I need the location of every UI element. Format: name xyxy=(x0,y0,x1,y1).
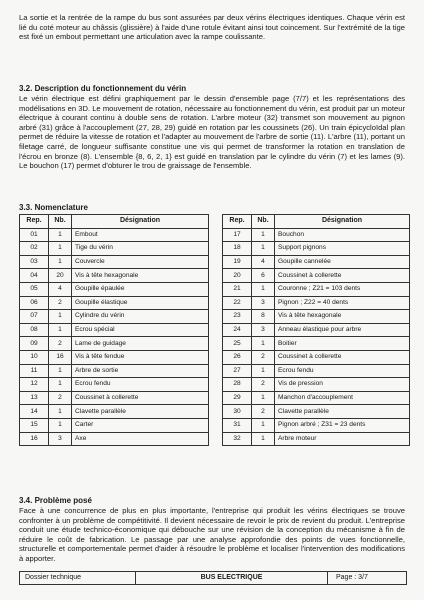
table-header-row xyxy=(223,215,410,229)
row-nb: 1 xyxy=(252,228,275,242)
row-nb: 4 xyxy=(49,282,72,296)
row-nb: 1 xyxy=(49,405,72,419)
table-row xyxy=(223,323,410,337)
row-designation: Boitier xyxy=(275,337,410,351)
row-nb: 2 xyxy=(49,296,72,310)
table-row xyxy=(20,228,209,242)
row-nb: 3 xyxy=(49,432,72,446)
table-row xyxy=(223,310,410,324)
row-nb: 1 xyxy=(252,391,275,405)
row-designation: Goupille épaulée xyxy=(72,282,209,296)
table-row xyxy=(20,418,209,432)
row-rep: 01 xyxy=(20,228,49,242)
row-designation: Arbre de sortie xyxy=(72,364,209,378)
row-rep: 24 xyxy=(223,323,252,337)
table-row xyxy=(20,269,209,283)
col-designation-header: Désignation xyxy=(72,215,209,229)
row-nb: 16 xyxy=(49,350,72,364)
row-nb: 2 xyxy=(252,378,275,392)
row-rep: 19 xyxy=(223,255,252,269)
row-designation: Coussinet à collerette xyxy=(72,391,209,405)
row-designation: Lame de guidage xyxy=(72,337,209,351)
row-rep: 08 xyxy=(20,323,49,337)
row-rep: 30 xyxy=(223,405,252,419)
row-nb: 1 xyxy=(49,228,72,242)
row-designation: Coussinet à collerette xyxy=(275,269,410,283)
row-rep: 12 xyxy=(20,378,49,392)
table-row xyxy=(223,364,410,378)
row-rep: 09 xyxy=(20,337,49,351)
row-designation: Clavette parallèle xyxy=(275,405,410,419)
row-designation: Couvercle xyxy=(72,255,209,269)
row-rep: 10 xyxy=(20,350,49,364)
table-row xyxy=(223,255,410,269)
row-nb: 4 xyxy=(252,255,275,269)
table-row xyxy=(20,310,209,324)
row-rep: 13 xyxy=(20,391,49,405)
row-rep: 25 xyxy=(223,337,252,351)
table-row xyxy=(223,296,410,310)
section-problem-body: Face à une concurrence de plus en plus importante, l'entreprise qui produit les vérins électriques se trouve confronter à un problème de compétitivité. Il devient nécessaire de revoir le prix de revient du produit. L'entreprise conduit une étude technico-économique qui débouche sur une révision de la conception du mécanisme à fin de réduire le coût de fabrication. Le passage par une analyse approfondie des points de vues fonctionnelle, structurelle et comportementale permet d'aider à résoudre le problème et localiser l'intervention des modifications à apporter. xyxy=(19,506,405,563)
table-row xyxy=(223,242,410,256)
row-rep: 15 xyxy=(20,418,49,432)
row-nb: 6 xyxy=(252,269,275,283)
table-row xyxy=(223,405,410,419)
row-designation: Goupille élastique xyxy=(72,296,209,310)
row-designation: Vis de pression xyxy=(275,378,410,392)
row-designation: Anneau élastique pour arbre xyxy=(275,323,410,337)
table-row xyxy=(223,282,410,296)
table-row xyxy=(20,242,209,256)
row-rep: 21 xyxy=(223,282,252,296)
row-designation: Pignon arbré ; Z31 = 23 dents xyxy=(275,418,410,432)
nomenclature-left-body xyxy=(20,228,209,446)
row-nb: 1 xyxy=(49,323,72,337)
row-nb: 2 xyxy=(252,405,275,419)
table-row xyxy=(20,255,209,269)
table-row xyxy=(20,282,209,296)
table-row xyxy=(223,391,410,405)
footer-document-type: Dossier technique xyxy=(20,572,136,584)
table-row xyxy=(223,337,410,351)
footer-title: BUS ELECTRIQUE xyxy=(136,572,328,584)
row-rep: 16 xyxy=(20,432,49,446)
row-nb: 1 xyxy=(252,337,275,351)
table-row xyxy=(20,364,209,378)
row-rep: 29 xyxy=(223,391,252,405)
row-rep: 14 xyxy=(20,405,49,419)
row-rep: 23 xyxy=(223,310,252,324)
row-nb: 1 xyxy=(252,418,275,432)
table-row xyxy=(20,391,209,405)
section-description-heading: 3.2. Description du fonctionnement du vérin xyxy=(19,84,187,93)
row-nb: 1 xyxy=(252,364,275,378)
row-nb: 20 xyxy=(49,269,72,283)
row-nb: 1 xyxy=(49,242,72,256)
row-nb: 1 xyxy=(49,310,72,324)
row-rep: 11 xyxy=(20,364,49,378)
row-nb: 1 xyxy=(49,364,72,378)
row-rep: 02 xyxy=(20,242,49,256)
col-rep-header: Rep. xyxy=(20,215,49,229)
table-header-row xyxy=(20,215,209,229)
row-designation: Coussinet à collerette xyxy=(275,350,410,364)
row-designation: Embout xyxy=(72,228,209,242)
table-row xyxy=(20,432,209,446)
table-row xyxy=(20,337,209,351)
section-nomenclature-heading: 3.3. Nomenclature xyxy=(19,203,88,212)
table-row xyxy=(223,228,410,242)
row-nb: 3 xyxy=(252,296,275,310)
row-designation: Support pignons xyxy=(275,242,410,256)
table-row xyxy=(20,350,209,364)
row-designation: Ecrou spécial xyxy=(72,323,209,337)
row-rep: 17 xyxy=(223,228,252,242)
section-problem-heading: 3.4. Problème posé xyxy=(19,496,92,505)
table-row xyxy=(223,350,410,364)
row-nb: 3 xyxy=(252,323,275,337)
row-designation: Manchon d'accouplement xyxy=(275,391,410,405)
nomenclature-table-right xyxy=(222,214,410,446)
row-nb: 1 xyxy=(252,242,275,256)
row-rep: 07 xyxy=(20,310,49,324)
row-rep: 18 xyxy=(223,242,252,256)
row-designation: Bouchon xyxy=(275,228,410,242)
row-designation: Goupille cannelée xyxy=(275,255,410,269)
row-rep: 26 xyxy=(223,350,252,364)
row-rep: 04 xyxy=(20,269,49,283)
row-rep: 06 xyxy=(20,296,49,310)
row-rep: 27 xyxy=(223,364,252,378)
row-rep: 22 xyxy=(223,296,252,310)
row-rep: 32 xyxy=(223,432,252,446)
nomenclature-right-body xyxy=(223,228,410,446)
table-row xyxy=(223,418,410,432)
nomenclature-table-left xyxy=(19,214,209,446)
table-row xyxy=(223,378,410,392)
table-row xyxy=(223,269,410,283)
table-row xyxy=(20,296,209,310)
row-nb: 1 xyxy=(252,432,275,446)
row-designation: Axe xyxy=(72,432,209,446)
row-rep: 31 xyxy=(223,418,252,432)
row-nb: 1 xyxy=(49,418,72,432)
row-rep: 20 xyxy=(223,269,252,283)
row-nb: 1 xyxy=(49,378,72,392)
page-footer xyxy=(19,571,407,585)
col-nb-header: Nb. xyxy=(49,215,72,229)
row-rep: 03 xyxy=(20,255,49,269)
row-designation: Ecrou fendu xyxy=(275,364,410,378)
row-designation: Pignon ; Z22 = 40 dents xyxy=(275,296,410,310)
row-nb: 2 xyxy=(49,391,72,405)
row-designation: Couronne ; Z21 = 103 dents xyxy=(275,282,410,296)
row-nb: 8 xyxy=(252,310,275,324)
col-nb-header: Nb. xyxy=(252,215,275,229)
row-rep: 05 xyxy=(20,282,49,296)
row-nb: 2 xyxy=(49,337,72,351)
row-designation: Vis à tête hexagonale xyxy=(72,269,209,283)
col-rep-header: Rep. xyxy=(223,215,252,229)
section-description-body: Le vérin électrique est défini graphiquement par le dessin d'ensemble page (7/7) et les représentations des modélisations en 3D. Le mouvement de rotation, nécessaire au fonctionnement du vérin, est produit par un moteur électrique à courant continu à double sens de rotation. L'arbre moteur (32) transmet son mouvement au pignon arbré (31) grâce à l'accouplement (27, 28, 29) guidé en rotation par les coussinets (26). Un train épicycloïdal plan permet de réduire la vitesse de rotation et l'adapter au mouvement de l'arbre de sortie (11). L'arbre (11), portant un filetage carré, de longueur suffisante constitue une vis qui permet de transformer la rotation en translation de l'écrou en bronze (8). L'ensemble {8, 6, 2, 1} est guidé en translation par le cylindre du vérin (7) et les lames (9). Le bouchon (17) permet d'obturer le trou de graissage de l'ensemble. xyxy=(19,94,405,171)
row-designation: Arbre moteur xyxy=(275,432,410,446)
row-rep: 28 xyxy=(223,378,252,392)
row-designation: Cylindre du vérin xyxy=(72,310,209,324)
footer-page-number: Page : 3/7 xyxy=(336,574,368,581)
table-row xyxy=(20,378,209,392)
row-designation: Vis à tête fendue xyxy=(72,350,209,364)
row-designation: Ecrou fendu xyxy=(72,378,209,392)
row-designation: Carter xyxy=(72,418,209,432)
row-nb: 2 xyxy=(252,350,275,364)
row-designation: Vis à tête hexagonale xyxy=(275,310,410,324)
table-row xyxy=(223,432,410,446)
row-nb: 1 xyxy=(49,255,72,269)
table-row xyxy=(20,323,209,337)
row-nb: 1 xyxy=(252,282,275,296)
table-row xyxy=(20,405,209,419)
row-designation: Clavette parallèle xyxy=(72,405,209,419)
col-designation-header: Désignation xyxy=(275,215,410,229)
row-designation: Tige du vérin xyxy=(72,242,209,256)
intro-paragraph: La sortie et la rentrée de la rampe du bus sont assurées par deux vérins électriques identiques. Chaque vérin est lié du coté moteur au châssis (glissière) à l'aide d'une rotule évitant ainsi tout coincement. Sur l'extrémité de la tige est fixé un embout permettant une articulation avec la rampe coulissante. xyxy=(19,13,405,42)
